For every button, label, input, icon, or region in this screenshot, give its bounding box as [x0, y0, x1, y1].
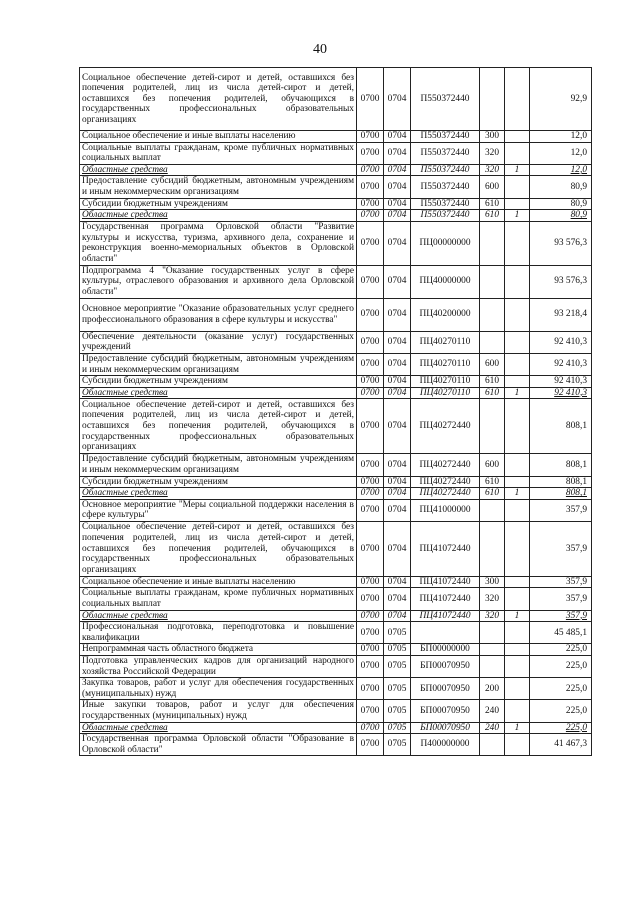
table-row: [80, 131, 592, 143]
row-funding-source: [505, 656, 530, 678]
row-expense-type: 610: [480, 476, 505, 488]
row-target-article: П550372440: [411, 142, 480, 164]
row-section: 0700: [357, 376, 384, 388]
row-name: Предоставление субсидий бюджетным, автономным учреждениям и иным некоммерческим организациям: [80, 353, 357, 375]
row-name: Профессиональная подготовка, переподготовка и повышение квалификации: [80, 622, 357, 644]
row-section: 0700: [357, 656, 384, 678]
row-name: Областные средства: [80, 387, 357, 399]
row-subsection: 0704: [384, 499, 411, 521]
row-subsection: 0704: [384, 298, 411, 331]
table-row: [80, 656, 592, 678]
row-funding-source: [505, 298, 530, 331]
row-name: Непрограммная часть областного бюджета: [80, 644, 357, 656]
row-subsection: 0704: [384, 610, 411, 622]
row-section: 0700: [357, 331, 384, 353]
row-expense-type: [480, 734, 505, 756]
row-target-article: П550372440: [411, 176, 480, 198]
row-expense-type: 320: [480, 164, 505, 176]
row-expense-type: [480, 399, 505, 454]
row-amount: 12,0: [530, 142, 592, 164]
row-subsection: 0704: [384, 198, 411, 210]
row-target-article: БП00070950: [411, 678, 480, 700]
row-funding-source: [505, 644, 530, 656]
row-name: Областные средства: [80, 722, 357, 734]
row-name: Социальное обеспечение и иные выплаты населению: [80, 576, 357, 588]
row-section: 0700: [357, 588, 384, 610]
row-amount: 80,9: [530, 210, 592, 222]
table-row: [80, 142, 592, 164]
row-expense-type: 240: [480, 700, 505, 722]
row-section: 0700: [357, 722, 384, 734]
row-funding-source: [505, 678, 530, 700]
row-funding-source: [505, 142, 530, 164]
row-subsection: 0704: [384, 399, 411, 454]
row-section: 0700: [357, 198, 384, 210]
row-section: 0700: [357, 521, 384, 576]
row-expense-type: [480, 499, 505, 521]
row-funding-source: [505, 700, 530, 722]
row-expense-type: [480, 265, 505, 298]
row-target-article: ПЦ40270110: [411, 387, 480, 399]
row-funding-source: [505, 521, 530, 576]
row-amount: 93 576,3: [530, 265, 592, 298]
table-row: [80, 387, 592, 399]
row-amount: 92 410,3: [530, 331, 592, 353]
row-name: Социальные выплаты гражданам, кроме публичных нормативных социальных выплат: [80, 142, 357, 164]
row-amount: 357,9: [530, 521, 592, 576]
row-amount: 808,1: [530, 454, 592, 476]
table-row: [80, 622, 592, 644]
row-target-article: П400000000: [411, 734, 480, 756]
row-subsection: 0704: [384, 331, 411, 353]
row-amount: 12,0: [530, 164, 592, 176]
row-name: Областные средства: [80, 488, 357, 500]
row-funding-source: [505, 198, 530, 210]
row-section: 0700: [357, 454, 384, 476]
page-number: 40: [313, 42, 327, 57]
row-amount: 41 467,3: [530, 734, 592, 756]
row-subsection: 0704: [384, 221, 411, 265]
row-subsection: 0704: [384, 353, 411, 375]
row-target-article: П550372440: [411, 210, 480, 222]
row-subsection: 0705: [384, 656, 411, 678]
row-target-article: ПЦ40270110: [411, 353, 480, 375]
row-subsection: 0704: [384, 210, 411, 222]
row-section: 0700: [357, 499, 384, 521]
row-name: Основное мероприятие "Оказание образовательных услуг среднего профессионального образования в сфере культуры и искусства": [80, 298, 357, 331]
row-subsection: 0705: [384, 722, 411, 734]
row-funding-source: [505, 331, 530, 353]
row-amount: 225,0: [530, 722, 592, 734]
row-funding-source: [505, 499, 530, 521]
row-expense-type: 240: [480, 722, 505, 734]
row-section: 0700: [357, 265, 384, 298]
row-subsection: 0704: [384, 265, 411, 298]
row-subsection: 0704: [384, 588, 411, 610]
row-target-article: БП00070950: [411, 656, 480, 678]
row-target-article: ПЦ41072440: [411, 610, 480, 622]
row-name: Областные средства: [80, 610, 357, 622]
row-funding-source: [505, 399, 530, 454]
row-section: 0700: [357, 678, 384, 700]
row-expense-type: 600: [480, 176, 505, 198]
row-expense-type: 320: [480, 142, 505, 164]
table-row: [80, 588, 592, 610]
row-section: 0700: [357, 399, 384, 454]
row-amount: 93 218,4: [530, 298, 592, 331]
row-name: Социальное обеспечение и иные выплаты населению: [80, 131, 357, 143]
row-subsection: 0704: [384, 68, 411, 131]
row-funding-source: [505, 588, 530, 610]
row-section: 0700: [357, 176, 384, 198]
row-name: Субсидии бюджетным учреждениям: [80, 376, 357, 388]
row-name: Государственная программа Орловской области "Развитие культуры и искусства, туризма, архивного дела, сохранение и реконструкция военно-мемориальных объектов в Орловской области": [80, 221, 357, 265]
row-amount: 92,9: [530, 68, 592, 131]
row-target-article: П550372440: [411, 68, 480, 131]
row-funding-source: 1: [505, 722, 530, 734]
row-section: 0700: [357, 210, 384, 222]
row-target-article: П550372440: [411, 164, 480, 176]
row-amount: 357,9: [530, 610, 592, 622]
row-section: 0700: [357, 576, 384, 588]
row-expense-type: 600: [480, 454, 505, 476]
row-section: 0700: [357, 298, 384, 331]
table-row: [80, 353, 592, 375]
row-target-article: ПЦ41072440: [411, 521, 480, 576]
row-subsection: 0704: [384, 488, 411, 500]
table-row: [80, 499, 592, 521]
row-expense-type: [480, 331, 505, 353]
row-target-article: ПЦ40272440: [411, 488, 480, 500]
row-target-article: ПЦ40272440: [411, 454, 480, 476]
row-name: Социальное обеспечение детей-сирот и детей, оставшихся без попечения родителей, лиц из числа детей-сирот и детей, оставшихся без попечения родителей, обучающихся в государственных профессиональных образовательных организациях: [80, 68, 357, 131]
row-section: 0700: [357, 142, 384, 164]
row-target-article: [411, 622, 480, 644]
row-funding-source: [505, 622, 530, 644]
row-amount: 225,0: [530, 700, 592, 722]
table-row: [80, 176, 592, 198]
budget-table: [79, 67, 592, 756]
row-name: Основное мероприятие "Меры социальной поддержки населения в сфере культуры": [80, 499, 357, 521]
row-name: Областные средства: [80, 164, 357, 176]
table-row: [80, 722, 592, 734]
row-funding-source: [505, 353, 530, 375]
row-name: Субсидии бюджетным учреждениям: [80, 198, 357, 210]
row-section: 0700: [357, 387, 384, 399]
row-target-article: ПЦ00000000: [411, 221, 480, 265]
row-expense-type: 600: [480, 353, 505, 375]
row-expense-type: [480, 68, 505, 131]
row-funding-source: [505, 376, 530, 388]
row-section: 0700: [357, 131, 384, 143]
row-section: 0700: [357, 734, 384, 756]
row-funding-source: [505, 734, 530, 756]
row-subsection: 0704: [384, 142, 411, 164]
row-target-article: ПЦ40272440: [411, 399, 480, 454]
row-target-article: П550372440: [411, 198, 480, 210]
row-section: 0700: [357, 488, 384, 500]
row-subsection: 0704: [384, 164, 411, 176]
row-target-article: ПЦ40200000: [411, 298, 480, 331]
row-amount: 92 410,3: [530, 353, 592, 375]
row-name: Подпрограмма 4 "Оказание государственных услуг в сфере культуры, отраслевого образования и архивного дела Орловской области": [80, 265, 357, 298]
row-amount: 12,0: [530, 131, 592, 143]
row-funding-source: 1: [505, 164, 530, 176]
table-row: [80, 610, 592, 622]
row-amount: 225,0: [530, 656, 592, 678]
row-name: Подготовка управленческих кадров для организаций народного хозяйства Российской Федерации: [80, 656, 357, 678]
row-expense-type: [480, 656, 505, 678]
row-amount: 45 485,1: [530, 622, 592, 644]
table-row: [80, 265, 592, 298]
table-row: [80, 488, 592, 500]
row-subsection: 0704: [384, 376, 411, 388]
row-expense-type: 610: [480, 488, 505, 500]
row-target-article: БП00070950: [411, 700, 480, 722]
row-expense-type: [480, 622, 505, 644]
row-expense-type: 610: [480, 210, 505, 222]
row-name: Государственная программа Орловской области "Образование в Орловской области": [80, 734, 357, 756]
row-section: 0700: [357, 221, 384, 265]
row-amount: 80,9: [530, 198, 592, 210]
table-row: [80, 454, 592, 476]
row-expense-type: 320: [480, 588, 505, 610]
table-row: [80, 210, 592, 222]
table-row: [80, 700, 592, 722]
row-target-article: ПЦ40000000: [411, 265, 480, 298]
table-row: [80, 164, 592, 176]
table-row: [80, 68, 592, 131]
row-amount: 808,1: [530, 399, 592, 454]
table-row: [80, 678, 592, 700]
row-amount: 808,1: [530, 476, 592, 488]
row-target-article: ПЦ41072440: [411, 576, 480, 588]
row-funding-source: [505, 454, 530, 476]
row-name: Социальные выплаты гражданам, кроме публичных нормативных социальных выплат: [80, 588, 357, 610]
row-funding-source: 1: [505, 610, 530, 622]
row-name: Иные закупки товаров, работ и услуг для обеспечения государственных (муниципальных) нужд: [80, 700, 357, 722]
row-target-article: ПЦ40272440: [411, 476, 480, 488]
row-amount: 92 410,3: [530, 376, 592, 388]
row-funding-source: [505, 576, 530, 588]
row-amount: 93 576,3: [530, 221, 592, 265]
row-section: 0700: [357, 622, 384, 644]
row-expense-type: [480, 221, 505, 265]
row-subsection: 0705: [384, 678, 411, 700]
table-row: [80, 644, 592, 656]
row-expense-type: 610: [480, 376, 505, 388]
row-funding-source: [505, 131, 530, 143]
row-subsection: 0705: [384, 700, 411, 722]
row-name: Социальное обеспечение детей-сирот и детей, оставшихся без попечения родителей, лиц из числа детей-сирот и детей, оставшихся без попечения родителей, обучающихся в государственных профессиональных образовательных организациях: [80, 399, 357, 454]
row-name: Закупка товаров, работ и услуг для обеспечения государственных (муниципальных) нужд: [80, 678, 357, 700]
row-expense-type: 200: [480, 678, 505, 700]
row-target-article: ПЦ41000000: [411, 499, 480, 521]
row-subsection: 0704: [384, 387, 411, 399]
row-funding-source: [505, 68, 530, 131]
table-row: [80, 198, 592, 210]
table-row: [80, 521, 592, 576]
row-subsection: 0704: [384, 521, 411, 576]
row-subsection: 0704: [384, 476, 411, 488]
row-funding-source: [505, 176, 530, 198]
row-section: 0700: [357, 353, 384, 375]
row-funding-source: 1: [505, 488, 530, 500]
row-section: 0700: [357, 644, 384, 656]
row-subsection: 0705: [384, 644, 411, 656]
row-target-article: П550372440: [411, 131, 480, 143]
row-expense-type: 320: [480, 610, 505, 622]
row-funding-source: 1: [505, 387, 530, 399]
row-section: 0700: [357, 68, 384, 131]
row-target-article: ПЦ40270110: [411, 331, 480, 353]
row-amount: 357,9: [530, 499, 592, 521]
row-name: Обеспечение деятельности (оказание услуг) государственных учреждений: [80, 331, 357, 353]
row-section: 0700: [357, 476, 384, 488]
row-subsection: 0704: [384, 576, 411, 588]
row-name: Социальное обеспечение детей-сирот и детей, оставшихся без попечения родителей, лиц из числа детей-сирот и детей, оставшихся без попечения родителей, обучающихся в государственных профессиональных образовательных организациях: [80, 521, 357, 576]
row-subsection: 0704: [384, 131, 411, 143]
row-name: Предоставление субсидий бюджетным, автономным учреждениям и иным некоммерческим организациям: [80, 454, 357, 476]
row-amount: 808,1: [530, 488, 592, 500]
row-subsection: 0704: [384, 454, 411, 476]
row-amount: 357,9: [530, 576, 592, 588]
row-amount: 80,9: [530, 176, 592, 198]
row-expense-type: 610: [480, 198, 505, 210]
row-target-article: ПЦ40270110: [411, 376, 480, 388]
row-target-article: БП00000000: [411, 644, 480, 656]
row-expense-type: [480, 644, 505, 656]
row-expense-type: 610: [480, 387, 505, 399]
table-row: [80, 576, 592, 588]
table-row: [80, 331, 592, 353]
table-row: [80, 376, 592, 388]
row-amount: 357,9: [530, 588, 592, 610]
row-expense-type: 300: [480, 131, 505, 143]
row-funding-source: [505, 476, 530, 488]
table-row: [80, 221, 592, 265]
row-section: 0700: [357, 164, 384, 176]
row-funding-source: [505, 265, 530, 298]
row-name: Предоставление субсидий бюджетным, автономным учреждениям и иным некоммерческим организациям: [80, 176, 357, 198]
row-target-article: БП00070950: [411, 722, 480, 734]
row-funding-source: [505, 221, 530, 265]
row-name: Субсидии бюджетным учреждениям: [80, 476, 357, 488]
row-section: 0700: [357, 700, 384, 722]
row-expense-type: [480, 521, 505, 576]
row-subsection: 0705: [384, 622, 411, 644]
row-expense-type: 300: [480, 576, 505, 588]
table-row: [80, 399, 592, 454]
table-row: [80, 734, 592, 756]
table-row: [80, 298, 592, 331]
row-funding-source: 1: [505, 210, 530, 222]
row-expense-type: [480, 298, 505, 331]
row-subsection: 0705: [384, 734, 411, 756]
table-row: [80, 476, 592, 488]
row-name: Областные средства: [80, 210, 357, 222]
row-amount: 92 410,3: [530, 387, 592, 399]
row-amount: 225,0: [530, 644, 592, 656]
row-section: 0700: [357, 610, 384, 622]
row-amount: 225,0: [530, 678, 592, 700]
budget-table-body: [80, 68, 592, 756]
row-target-article: ПЦ41072440: [411, 588, 480, 610]
row-subsection: 0704: [384, 176, 411, 198]
